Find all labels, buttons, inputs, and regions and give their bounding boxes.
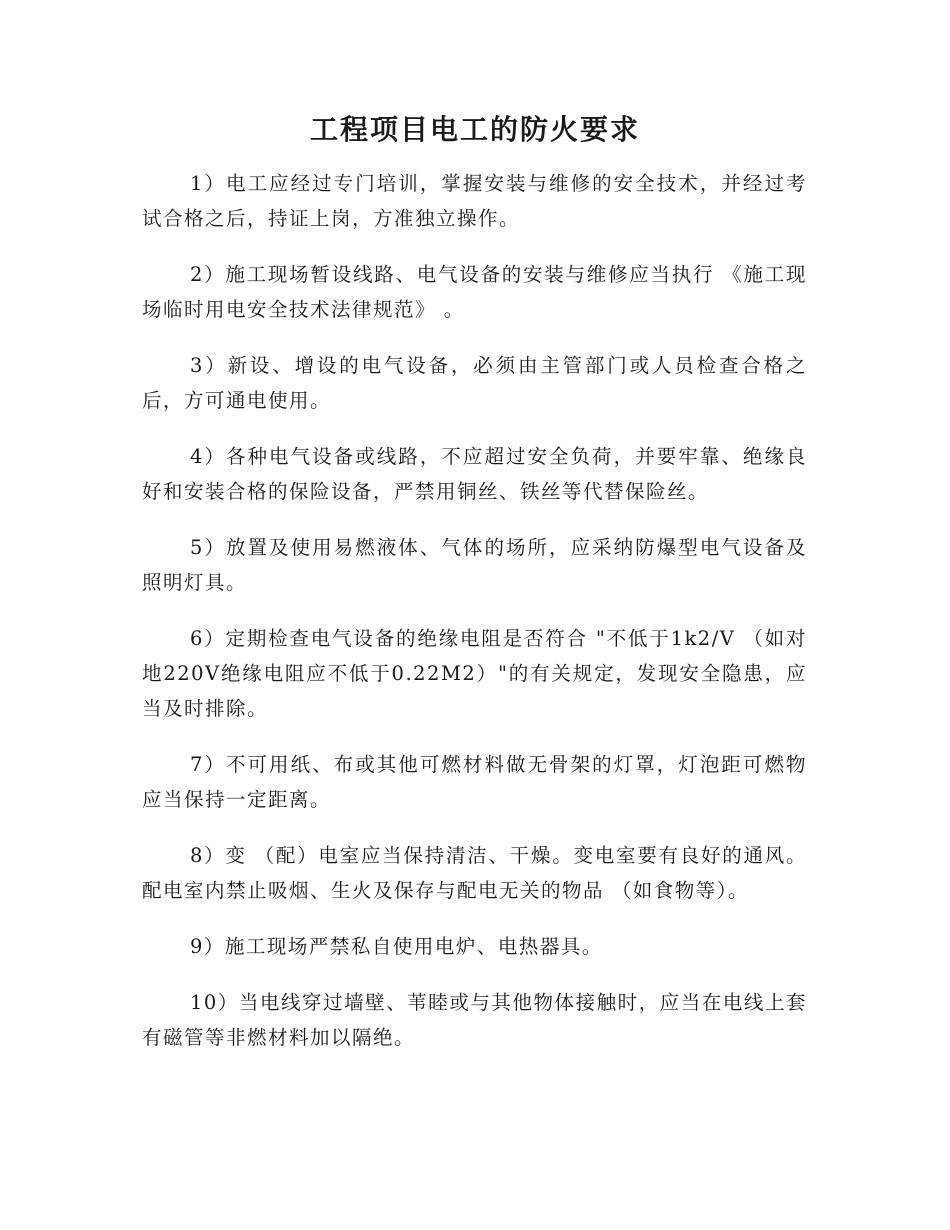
paragraph-6: 6）定期检查电气设备的绝缘电阻是否符合 "不低于1k2/V （如对地220V绝缘电阻应不低于0.22M2）"的有关规定，发现安全隐患，应当及时排除。 (142, 627, 807, 720)
paragraph-8: 8）变 （配）电室应当保持清洁、干燥。变电室要有良好的通风。配电室内禁止吸烟、生火及保存与配电无关的物品 （如食物等）。 (142, 844, 807, 902)
paragraph-3: 3）新设、增设的电气设备，必须由主管部门或人员检查合格之后，方可通电使用。 (142, 354, 807, 412)
paragraph-9: 9）施工现场严禁私自使用电炉、电热器具。 (190, 935, 603, 958)
paragraph-7: 7）不可用纸、布或其他可燃材料做无骨架的灯罩，灯泡距可燃物应当保持一定距离。 (142, 753, 807, 811)
paragraph-5: 5）放置及使用易燃液体、气体的场所，应采纳防爆型电气设备及照明灯具。 (142, 536, 807, 594)
document-body (142, 166, 807, 1076)
paragraph-1: 1）电工应经过专门培训，掌握安装与维修的安全技术，并经过考试合格之后，持证上岗，方准独立操作。 (142, 172, 807, 230)
paragraph-2: 2）施工现场暂设线路、电气设备的安装与维修应当执行 《施工现场临时用电安全技术法律规范》 。 (142, 263, 807, 321)
paragraph-10: 10）当电线穿过墙壁、苇睦或与其他物体接触时，应当在电线上套有磁管等非燃材料加以隔绝。 (142, 991, 807, 1049)
paragraph-4: 4）各种电气设备或线路，不应超过安全负荷，并要牢靠、绝缘良好和安装合格的保险设备，严禁用铜丝、铁丝等代替保险丝。 (142, 445, 807, 503)
document-title: 工程项目电工的防火要求 (309, 113, 640, 146)
